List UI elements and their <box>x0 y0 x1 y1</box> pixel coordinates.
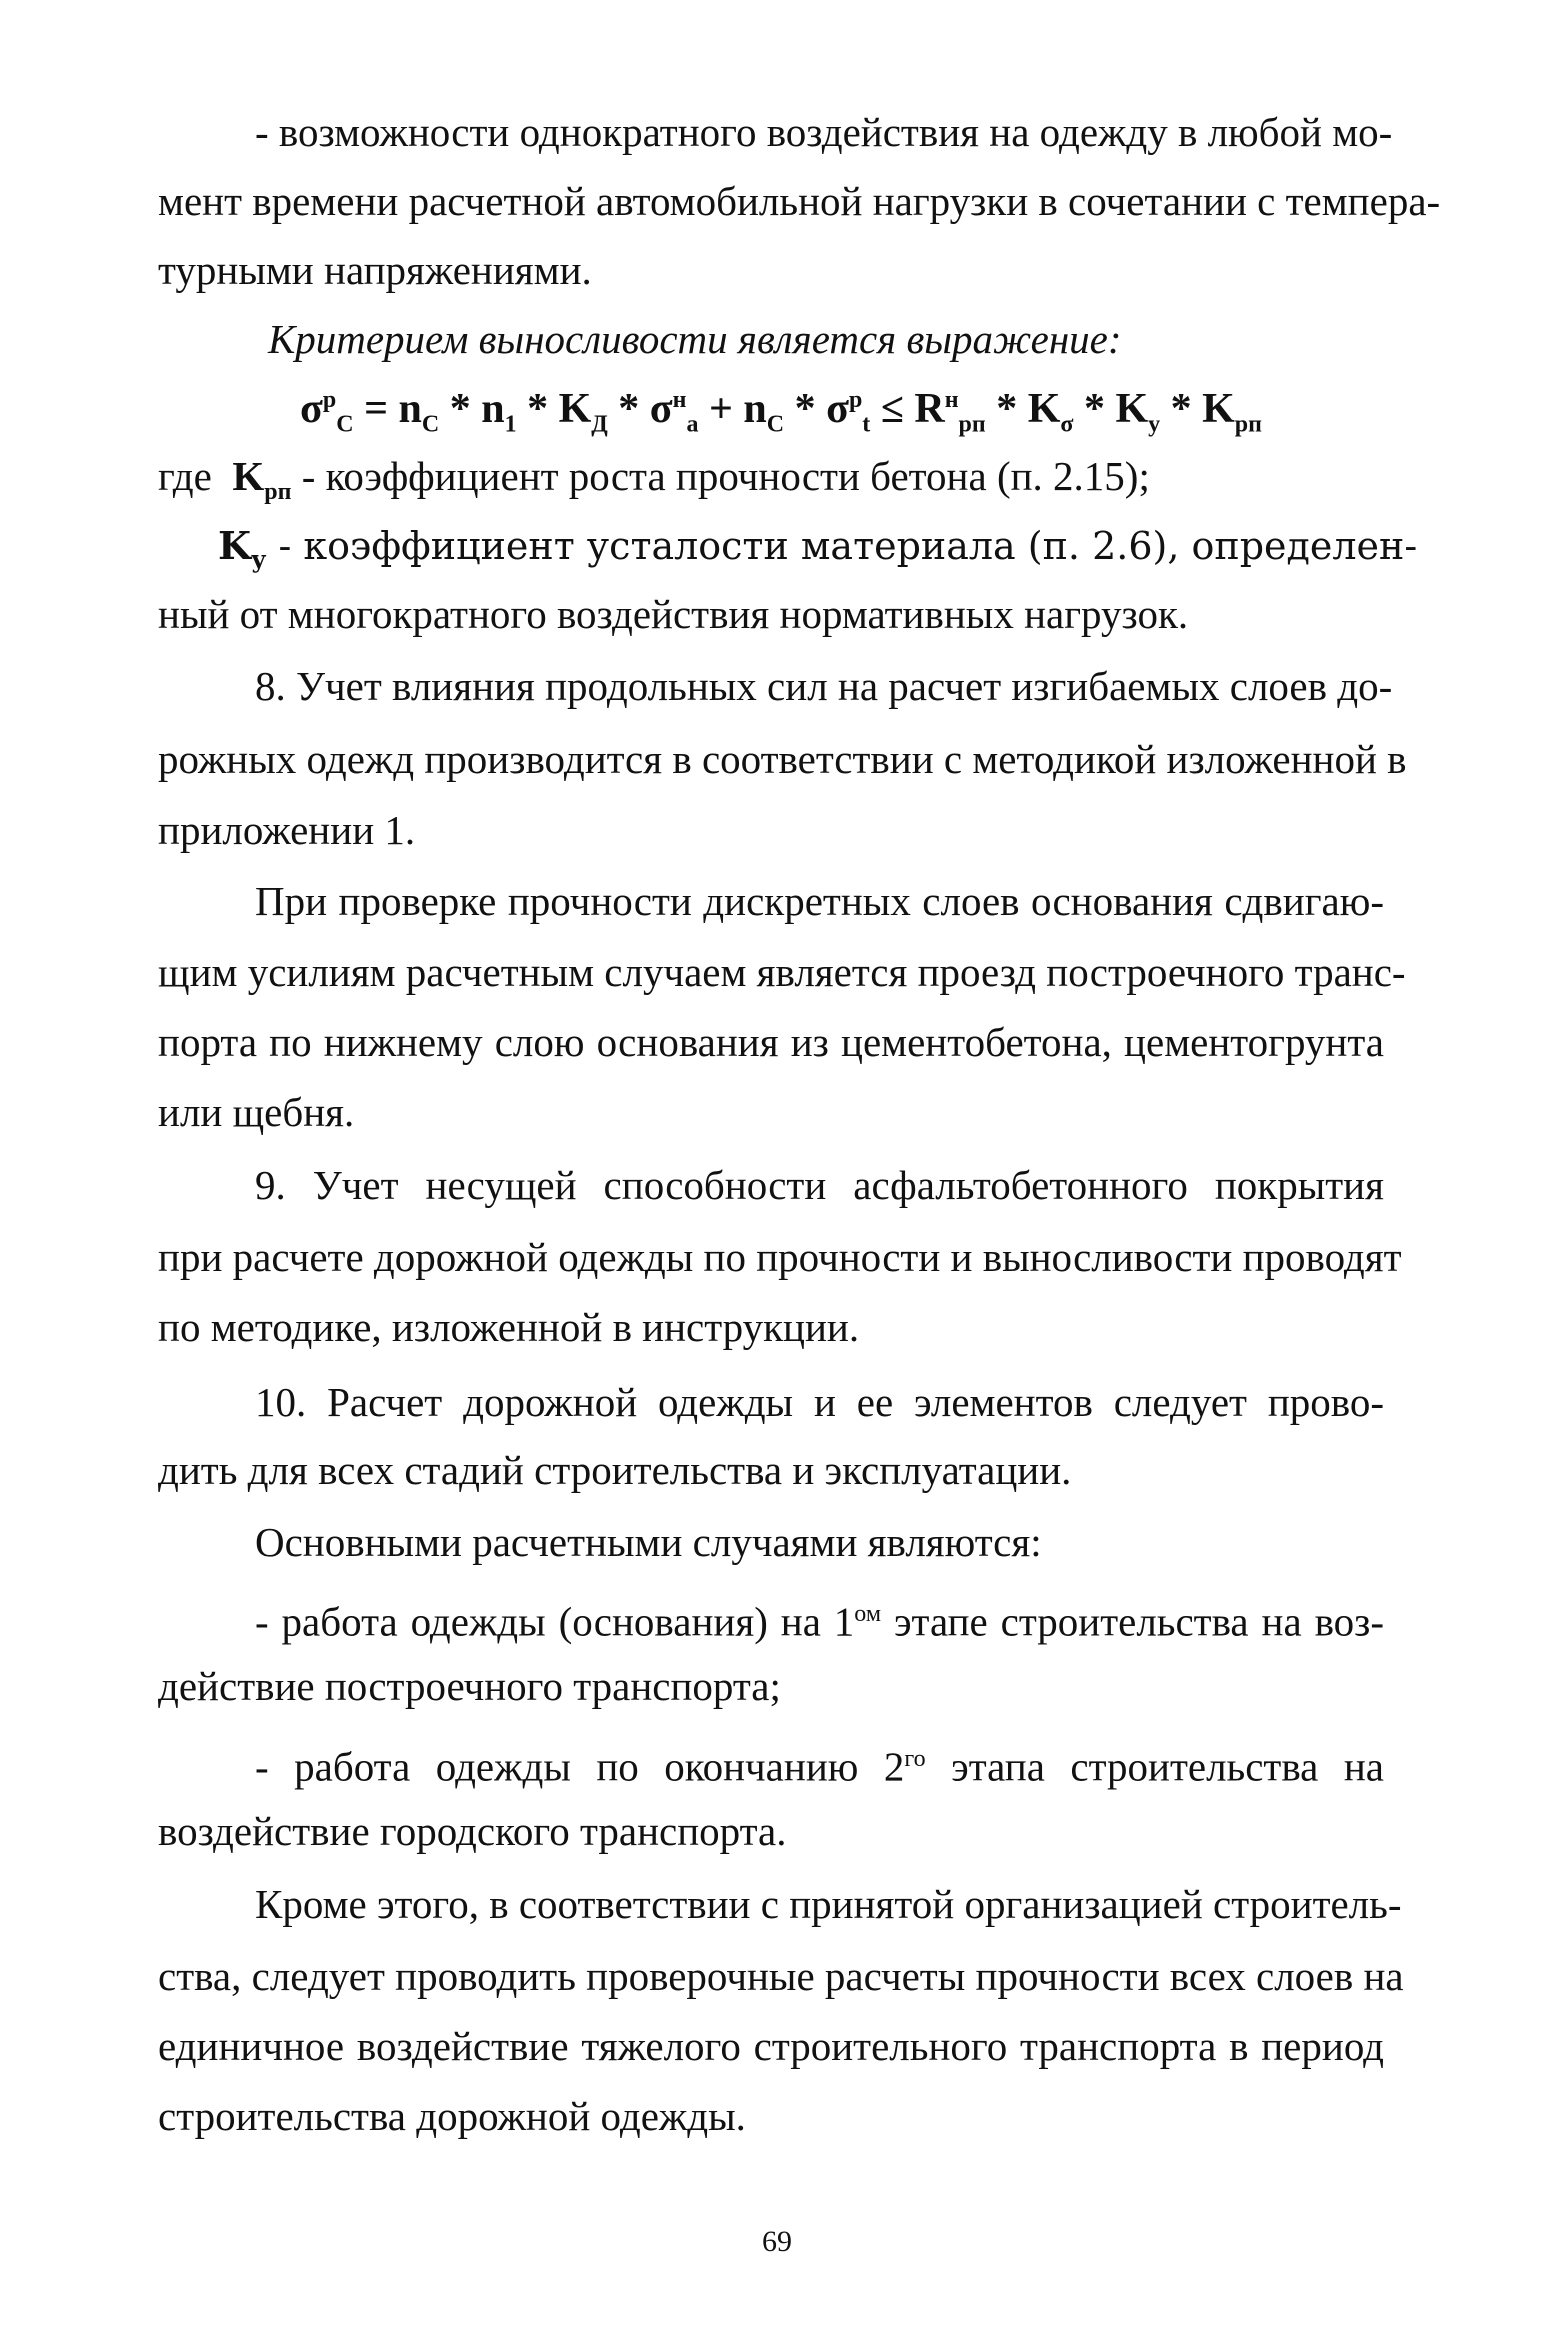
text-line: по методике, изложенной в инструкции. <box>158 1304 860 1350</box>
text-line: Кроме этого, в соответствии с принятой организацией строитель- <box>255 1881 1402 1927</box>
text-line: единичное воздействие тяжелого строительного транспорта в период <box>158 2023 1384 2069</box>
text-line: ства, следует проводить проверочные расчеты прочности всех слоев на <box>158 1953 1404 1999</box>
list-item: - работа одежды по окончанию $2^{го}$ этапа строительства на <box>255 1743 1384 1790</box>
text-line: Основными расчетными случаями являются: <box>255 1519 1042 1565</box>
text-line: ный от многократного воздействия нормативных нагрузок. <box>158 591 1189 637</box>
definition-ky: $K_у$ - коэффициент усталости материала (п. 2.6), определен- <box>218 523 1418 574</box>
page-number: 69 <box>762 2225 792 2258</box>
text-line: действие построечного транспорта; <box>158 1663 781 1709</box>
text-line: - возможности однократного воздействия на одежду в любой мо- <box>255 109 1393 155</box>
text-line: строительства дорожной одежды. <box>158 2093 746 2139</box>
text-line: При проверке прочности дискретных слоев основания сдвигаю- <box>255 878 1384 924</box>
text-line: приложении 1. <box>158 807 416 853</box>
text-line: 10. Расчет дорожной одежды и ее элементов следует прово- <box>255 1379 1384 1425</box>
text-line: мент времени расчетной автомобильной нагрузки в сочетании с темпера- <box>158 178 1441 224</box>
text-line: дить для всех стадий строительства и эксплуатации. <box>158 1447 1072 1493</box>
text-line: Критерием выносливости является выражение: <box>268 316 1122 362</box>
text-line: 9. Учет несущей способности асфальтобетонного покрытия <box>255 1162 1384 1208</box>
text-line: порта по нижнему слою основания из цементобетона, цементогрунта <box>158 1019 1384 1065</box>
text-line: или щебня. <box>158 1089 355 1135</box>
text-line: турными напряжениями. <box>158 247 592 293</box>
endurance-formula: $\sigma^р_С = n_С * n_1 * K_Д * \sigma^н_а + n_С * \sigma^р_t \le R^н_{рп} * K_\sigma * K_у * K_{рп}$ <box>300 386 1262 438</box>
definition-krp: где $K_{рп}$ - коэффициент роста прочности бетона (п. 2.15); <box>158 453 1150 506</box>
text-line: 8. Учет влияния продольных сил на расчет изгибаемых слоев до- <box>255 663 1393 709</box>
list-item: - работа одежды (основания) на $1^{ом}$ этапе строительства на воз- <box>255 1598 1384 1645</box>
text-line: щим усилиям расчетным случаем является проезд построечного транс- <box>158 949 1406 995</box>
text-line: рожных одежд производится в соответствии с методикой изложенной в <box>158 736 1407 782</box>
text-line: при расчете дорожной одежды по прочности и выносливости проводят <box>158 1234 1402 1280</box>
text-line: воздействие городского транспорта. <box>158 1808 787 1854</box>
